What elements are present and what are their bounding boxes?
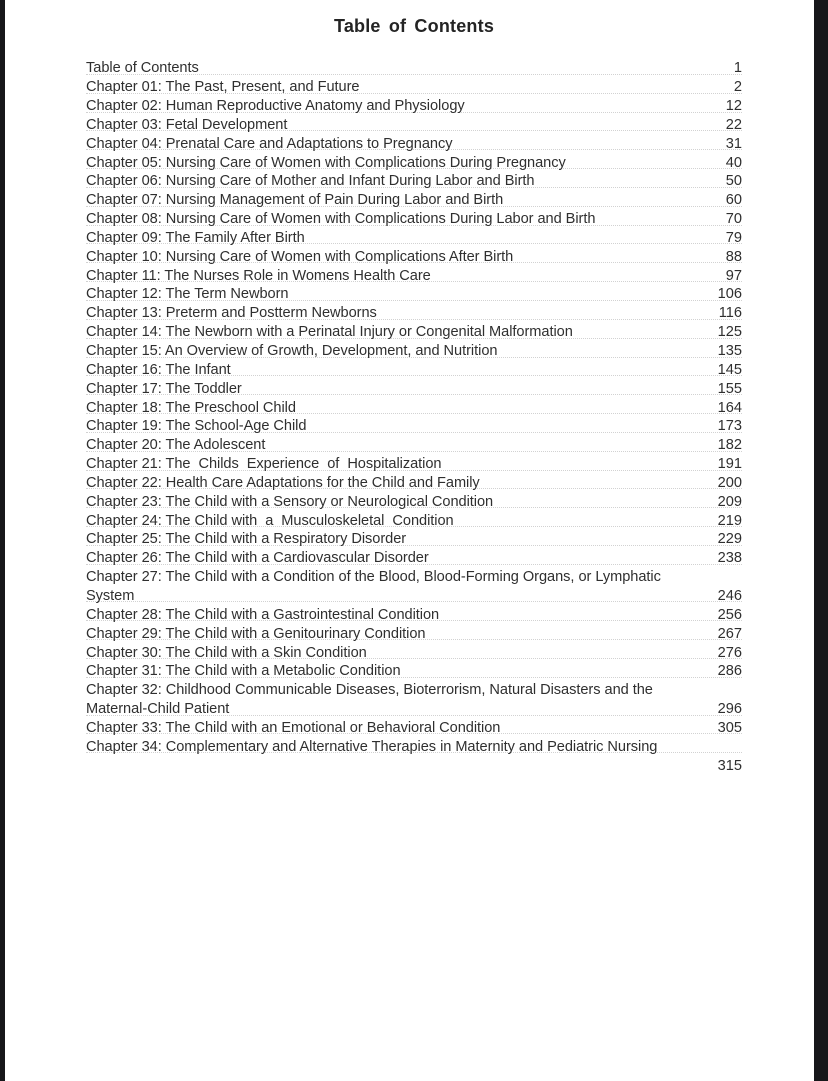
toc-entry-text: Chapter 08: Nursing Care of Women with Complications During Labor and Birth: [86, 211, 596, 228]
toc-entry-text: Chapter 27: The Child with a Condition of the Blood, Blood-Forming Organs, or Lymphatic: [86, 569, 661, 586]
toc-entry-text: Chapter 25: The Child with a Respiratory Disorder: [86, 531, 407, 548]
toc-entry-text: Chapter 03: Fetal Development: [86, 116, 288, 133]
toc-line: [86, 605, 742, 624]
toc-line: [86, 96, 742, 115]
toc-entry-text: Chapter 02: Human Reproductive Anatomy and Physiology: [86, 98, 465, 115]
toc-line: [86, 209, 742, 228]
toc-entry-text: Chapter 20: The Adolescent: [86, 437, 266, 454]
toc-page-number: 22: [725, 116, 742, 133]
toc-line: [86, 134, 742, 153]
toc-line: [86, 153, 742, 172]
toc-list: [86, 59, 742, 775]
toc-entry-text: Chapter 29: The Child with a Genitourinary Condition: [86, 625, 426, 642]
toc-line: [86, 247, 742, 266]
toc-entry-text: Chapter 15: An Overview of Growth, Development, and Nutrition: [86, 343, 498, 359]
toc-line: [86, 492, 742, 511]
toc-line: [86, 548, 742, 567]
toc-page-number: 246: [717, 587, 742, 604]
toc-entry-text: System: [86, 587, 135, 604]
toc-page-number: 31: [725, 135, 742, 152]
toc-page-number: 296: [717, 701, 742, 718]
toc-entry-text: Chapter 11: The Nurses Role in Womens Health Care: [86, 267, 431, 284]
toc-page-number: 238: [717, 550, 742, 567]
toc-entry-text: Chapter 30: The Child with a Skin Condition: [86, 644, 367, 661]
toc-page-number: 50: [725, 173, 742, 190]
toc-entry-text: Chapter 14: The Newborn with a Perinatal Injury or Congenital Malformation: [86, 324, 573, 341]
toc-entry-text: Chapter 32: Childhood Communicable Diseases, Bioterrorism, Natural Disasters and the: [86, 682, 653, 699]
toc-page-number: 256: [717, 606, 742, 623]
toc-line: [86, 567, 742, 586]
toc-line: [86, 473, 742, 492]
toc-line: [86, 398, 742, 417]
toc-line: [86, 172, 742, 191]
toc-page-number: 106: [717, 286, 742, 303]
toc-line: [86, 77, 742, 96]
toc-line: [86, 680, 742, 699]
toc-line: [86, 360, 742, 379]
toc-page-number: 97: [725, 267, 742, 284]
document-page: [5, 0, 814, 1081]
toc-leader-rule: [86, 601, 742, 602]
toc-entry-text: Chapter 22: Health Care Adaptations for the Child and Family: [86, 474, 480, 491]
toc-page-number: 219: [717, 512, 742, 529]
toc-page-number: 276: [717, 644, 742, 661]
toc-page-number: 229: [717, 531, 742, 548]
toc-page-number: 40: [725, 154, 742, 171]
toc-line: [86, 190, 742, 209]
toc-page-number: 12: [725, 98, 742, 115]
toc-entry-text: Chapter 19: The School-Age Child: [86, 418, 307, 435]
toc-page-number: 164: [717, 399, 742, 416]
toc-entry-text: Chapter 28: The Child with a Gastrointestinal Condition: [86, 606, 440, 623]
toc-entry-text: Chapter 18: The Preschool Child: [86, 399, 296, 416]
toc-page-number: 1: [733, 60, 742, 77]
toc-page-number: 155: [717, 380, 742, 397]
toc-entry-text: Maternal-Child Patient: [86, 701, 230, 718]
toc-entry-text: Chapter 07: Nursing Management of Pain During Labor and Birth: [86, 192, 504, 209]
toc-entry-text: Chapter 34: Complementary and Alternative Therapies in Maternity and Pediatric Nursing: [86, 738, 658, 755]
toc-entry-text: Chapter 24: The Child with a Musculoskeletal Condition: [86, 512, 454, 529]
toc-line: [86, 266, 742, 285]
toc-entry-text: Chapter 01: The Past, Present, and Future: [86, 79, 360, 96]
toc-entry-text: Chapter 12: The Term Newborn: [86, 286, 289, 303]
toc-line: [86, 454, 742, 473]
toc-entry-text: Chapter 23: The Child with a Sensory or Neurological Condition: [86, 493, 494, 510]
toc-line: [86, 303, 742, 322]
toc-line: [86, 228, 742, 247]
toc-entry-text: Chapter 33: The Child with an Emotional or Behavioral Condition: [86, 719, 501, 736]
toc-line: [86, 530, 742, 549]
toc-entry-text: Chapter 17: The Toddler: [86, 380, 242, 397]
toc-line: [86, 285, 742, 304]
toc-page-number: 315: [717, 757, 742, 774]
toc-line: [86, 662, 742, 681]
toc-page-number: 209: [717, 493, 742, 510]
toc-entry-text: Chapter 16: The Infant: [86, 361, 231, 378]
toc-entry-text: Chapter 26: The Child with a Cardiovascular Disorder: [86, 550, 429, 567]
toc-entry-text: Table of Contents: [86, 60, 199, 77]
toc-page-number: 125: [717, 324, 742, 341]
toc-entry-text: Chapter 13: Preterm and Postterm Newborns: [86, 305, 377, 322]
toc-entry-text: Chapter 04: Prenatal Care and Adaptations to Pregnancy: [86, 135, 453, 152]
toc-line: [86, 435, 742, 454]
toc-line: [86, 643, 742, 662]
page-title: Table of Contents: [333, 16, 495, 36]
toc-entry-text: Chapter 10: Nursing Care of Women with Complications After Birth: [86, 248, 514, 265]
toc-line: [86, 417, 742, 436]
toc-page-number: 305: [717, 719, 742, 736]
toc-page-number: 173: [717, 418, 742, 435]
toc-line: [86, 699, 742, 718]
toc-line: [86, 322, 742, 341]
toc-entry-text: Chapter 06: Nursing Care of Mother and Infant During Labor and Birth: [86, 173, 535, 190]
toc-line: [86, 115, 742, 134]
toc-line: [86, 59, 742, 78]
toc-page-number: 135: [717, 343, 742, 359]
toc-page-number: 191: [717, 456, 742, 473]
toc-line: [86, 379, 742, 398]
toc-line: [86, 341, 742, 360]
toc-page-number: 286: [717, 663, 742, 680]
toc-page-number: 200: [717, 474, 742, 491]
toc-page-number: 88: [725, 248, 742, 265]
toc-page-number: 182: [717, 437, 742, 454]
toc-entry-text: Chapter 21: The Childs Experience of Hospitalization: [86, 456, 442, 473]
toc-line: [86, 624, 742, 643]
toc-entry-text: Chapter 09: The Family After Birth: [86, 229, 305, 246]
toc-page-number: 79: [725, 229, 742, 246]
toc-page-number: 145: [717, 361, 742, 378]
toc-line: [86, 718, 742, 737]
toc-line: [86, 511, 742, 530]
toc-line: [86, 737, 742, 756]
toc-page-number: 267: [717, 625, 742, 642]
toc-page-number: 116: [718, 305, 742, 322]
toc-page-number: 60: [725, 192, 742, 209]
toc-page-number: 70: [725, 211, 742, 228]
toc-entry-text: Chapter 05: Nursing Care of Women with Complications During Pregnancy: [86, 154, 566, 171]
toc-entry-text: Chapter 31: The Child with a Metabolic Condition: [86, 663, 401, 680]
toc-line: [86, 756, 742, 775]
toc-page-number: 2: [733, 79, 742, 96]
toc-line: [86, 586, 742, 605]
